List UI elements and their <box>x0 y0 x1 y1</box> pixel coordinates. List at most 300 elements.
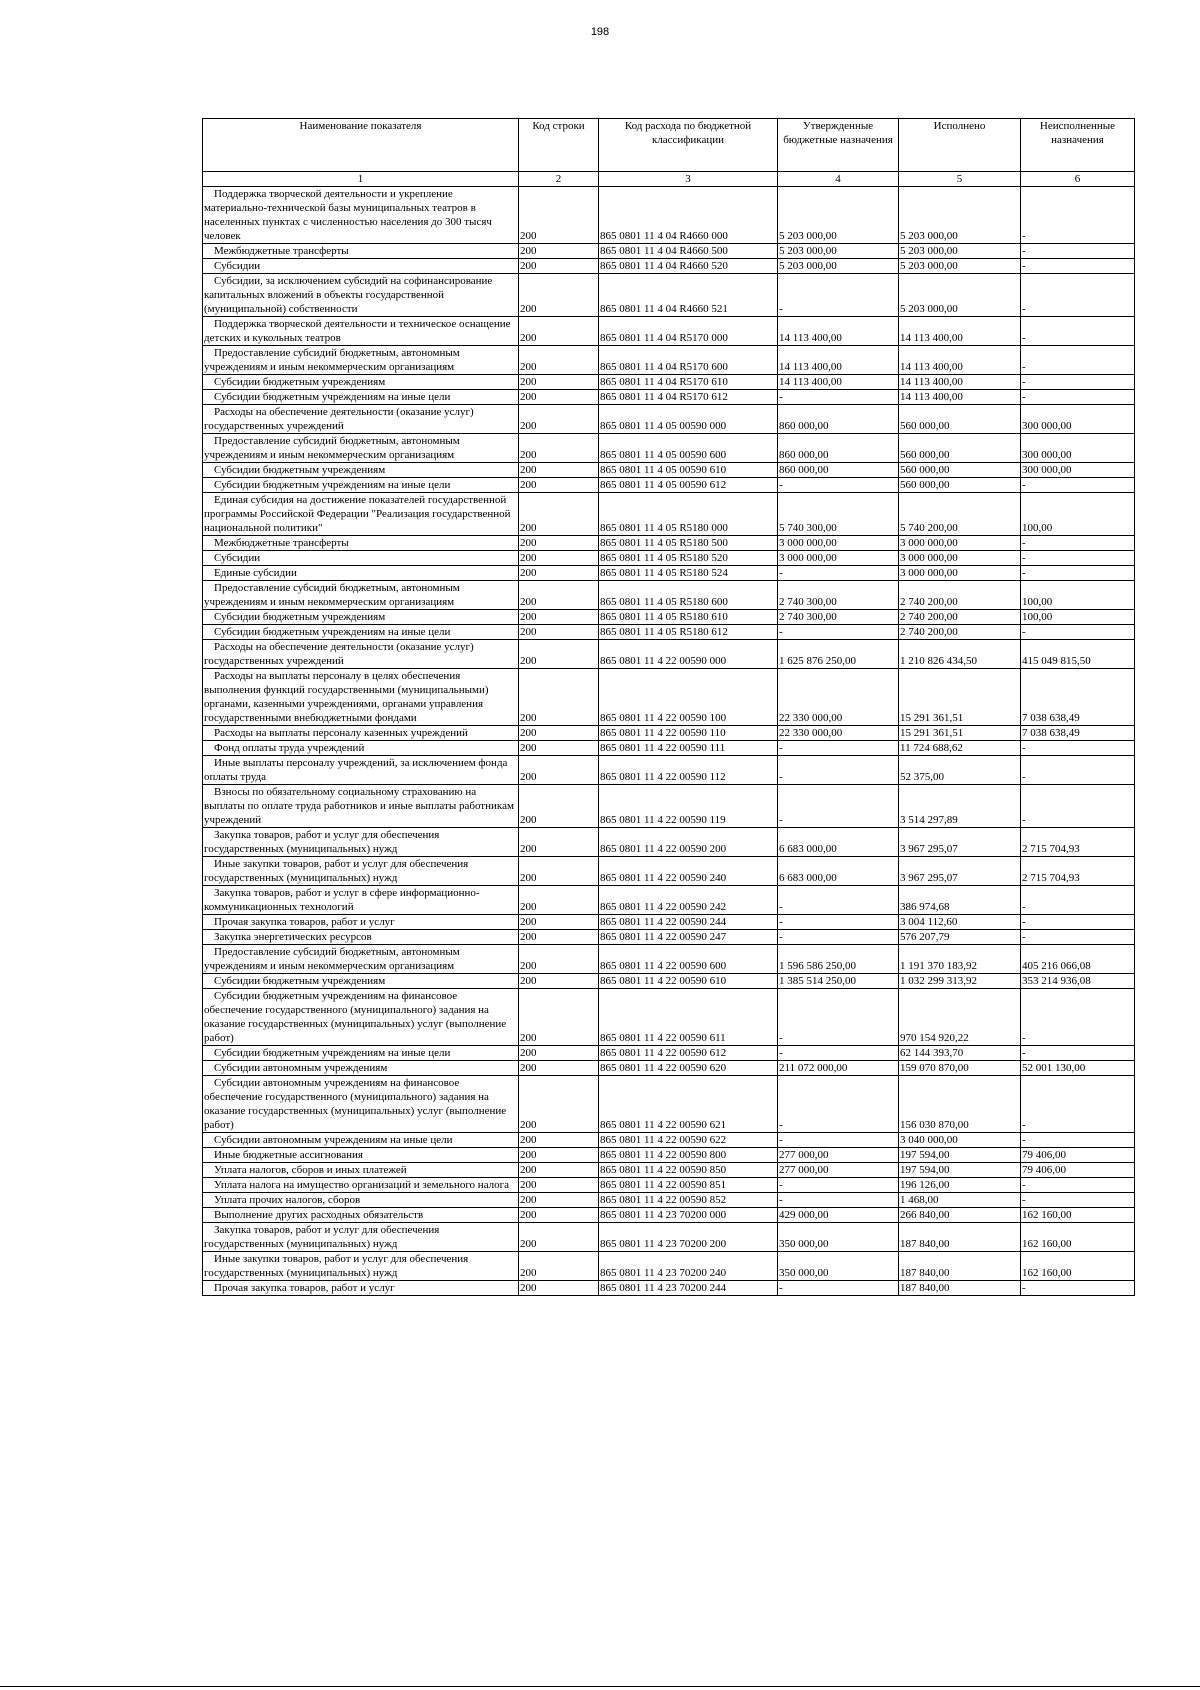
row-name-cell <box>203 989 519 1046</box>
row-line-code-cell: 200 <box>519 610 599 625</box>
row-expense-code-cell: 865 0801 11 4 22 00590 611 <box>599 989 778 1046</box>
row-expense-code-cell: 865 0801 11 4 04 R4660 520 <box>599 259 778 274</box>
row-name-text: Субсидии бюджетным учреждениям на иные цели <box>214 1047 451 1059</box>
row-name-cell <box>203 1281 519 1296</box>
row-approved-cell: 22 330 000,00 <box>778 669 899 726</box>
row-name-text: Субсидии <box>214 552 261 564</box>
row-name-cell <box>203 478 519 493</box>
row-line-code-cell: 200 <box>519 405 599 434</box>
row-approved-cell: - <box>778 989 899 1046</box>
page-bottom-rule <box>0 1686 1200 1687</box>
row-line-code-cell: 200 <box>519 551 599 566</box>
row-approved-cell: - <box>778 478 899 493</box>
row-line-code-cell: 200 <box>519 1223 599 1252</box>
row-line-code-cell: 200 <box>519 346 599 375</box>
row-executed-cell: 2 740 200,00 <box>899 610 1021 625</box>
row-executed-cell: 576 207,79 <box>899 930 1021 945</box>
row-expense-code-cell: 865 0801 11 4 22 00590 112 <box>599 756 778 785</box>
row-name-text: Иные бюджетные ассигнования <box>214 1149 363 1161</box>
header-executed: Исполнено <box>899 119 1021 172</box>
row-approved-cell: - <box>778 1046 899 1061</box>
row-name-cell <box>203 244 519 259</box>
row-approved-cell: 6 683 000,00 <box>778 857 899 886</box>
row-approved-cell: - <box>778 741 899 756</box>
table-row <box>203 640 1135 669</box>
row-unexecuted-cell: - <box>1021 915 1135 930</box>
row-line-code-cell: 200 <box>519 536 599 551</box>
row-executed-cell: 560 000,00 <box>899 463 1021 478</box>
table-row <box>203 886 1135 915</box>
row-name-text: Субсидии бюджетным учреждениям <box>214 975 386 987</box>
row-executed-cell: 3 040 000,00 <box>899 1133 1021 1148</box>
table-row <box>203 551 1135 566</box>
row-approved-cell: - <box>778 390 899 405</box>
row-name-text: Субсидии бюджетным учреждениям на финансовое обеспечение государственного (муниципального) задания на оказание государственных (муниципальных) услуг (выполнение работ) <box>204 990 507 1044</box>
row-name-cell <box>203 741 519 756</box>
row-approved-cell: 2 740 300,00 <box>778 581 899 610</box>
row-approved-cell: 429 000,00 <box>778 1208 899 1223</box>
row-unexecuted-cell: 162 160,00 <box>1021 1208 1135 1223</box>
row-executed-cell: 159 070 870,00 <box>899 1061 1021 1076</box>
row-name-text: Взносы по обязательному социальному страхованию на выплаты по оплате труда работников и иные выплаты работникам учреждений <box>204 786 514 826</box>
row-name-cell <box>203 581 519 610</box>
table-row <box>203 1163 1135 1178</box>
row-name-text: Субсидии бюджетным учреждениям <box>214 376 386 388</box>
row-executed-cell: 3 967 295,07 <box>899 828 1021 857</box>
row-approved-cell: 3 000 000,00 <box>778 536 899 551</box>
row-name-text: Субсидии, за исключением субсидий на софинансирование капитальных вложений в объекты государственной (муниципальной) собственности <box>204 275 493 315</box>
row-unexecuted-cell: 300 000,00 <box>1021 463 1135 478</box>
table-body <box>203 187 1135 1296</box>
row-name-cell <box>203 1208 519 1223</box>
row-approved-cell: - <box>778 1133 899 1148</box>
row-name-text: Расходы на обеспечение деятельности (оказание услуг) государственных учреждений <box>204 406 474 432</box>
row-name-text: Поддержка творческой деятельности и укрепление материально-технической базы муниципальных театров в населенных пунктах с численностью населения до 300 тысяч человек <box>204 188 492 242</box>
row-name-cell <box>203 915 519 930</box>
row-executed-cell: 3 000 000,00 <box>899 536 1021 551</box>
row-executed-cell: 52 375,00 <box>899 756 1021 785</box>
row-expense-code-cell: 865 0801 11 4 23 70200 240 <box>599 1252 778 1281</box>
row-name-cell <box>203 625 519 640</box>
row-name-cell <box>203 726 519 741</box>
table-row <box>203 346 1135 375</box>
row-line-code-cell: 200 <box>519 1061 599 1076</box>
row-approved-cell: 14 113 400,00 <box>778 317 899 346</box>
row-executed-cell: 197 594,00 <box>899 1163 1021 1178</box>
row-name-cell <box>203 610 519 625</box>
row-approved-cell: - <box>778 756 899 785</box>
row-unexecuted-cell: - <box>1021 187 1135 244</box>
row-name-text: Субсидии автономным учреждениям <box>214 1062 388 1074</box>
row-line-code-cell: 200 <box>519 1163 599 1178</box>
row-approved-cell: 14 113 400,00 <box>778 375 899 390</box>
table-row <box>203 405 1135 434</box>
row-line-code-cell: 200 <box>519 434 599 463</box>
row-unexecuted-cell: 7 038 638,49 <box>1021 726 1135 741</box>
row-approved-cell: - <box>778 886 899 915</box>
row-expense-code-cell: 865 0801 11 4 22 00590 240 <box>599 857 778 886</box>
column-number: 5 <box>899 172 1021 187</box>
row-executed-cell: 5 740 200,00 <box>899 493 1021 536</box>
table-row <box>203 1076 1135 1133</box>
row-line-code-cell: 200 <box>519 915 599 930</box>
row-expense-code-cell: 865 0801 11 4 22 00590 110 <box>599 726 778 741</box>
row-unexecuted-cell: - <box>1021 390 1135 405</box>
row-executed-cell: 5 203 000,00 <box>899 274 1021 317</box>
row-approved-cell: - <box>778 625 899 640</box>
row-executed-cell: 1 210 826 434,50 <box>899 640 1021 669</box>
row-expense-code-cell: 865 0801 11 4 22 00590 100 <box>599 669 778 726</box>
row-executed-cell: 1 468,00 <box>899 1193 1021 1208</box>
row-expense-code-cell: 865 0801 11 4 04 R5170 612 <box>599 390 778 405</box>
row-line-code-cell: 200 <box>519 741 599 756</box>
row-executed-cell: 5 203 000,00 <box>899 187 1021 244</box>
row-name-cell <box>203 566 519 581</box>
row-executed-cell: 5 203 000,00 <box>899 259 1021 274</box>
row-unexecuted-cell: 162 160,00 <box>1021 1252 1135 1281</box>
row-unexecuted-cell: 52 001 130,00 <box>1021 1061 1135 1076</box>
row-approved-cell: 1 625 876 250,00 <box>778 640 899 669</box>
table-row <box>203 478 1135 493</box>
row-name-text: Закупка товаров, работ и услуг для обеспечения государственных (муниципальных) нужд <box>204 829 440 855</box>
table-row <box>203 581 1135 610</box>
table-row <box>203 187 1135 244</box>
row-name-cell <box>203 1061 519 1076</box>
row-name-text: Уплата налога на имущество организаций и земельного налога <box>214 1179 510 1191</box>
row-expense-code-cell: 865 0801 11 4 22 00590 850 <box>599 1163 778 1178</box>
row-line-code-cell: 200 <box>519 1252 599 1281</box>
row-unexecuted-cell: 405 216 066,08 <box>1021 945 1135 974</box>
row-line-code-cell: 200 <box>519 375 599 390</box>
table-row <box>203 1133 1135 1148</box>
row-approved-cell: 860 000,00 <box>778 434 899 463</box>
table-row <box>203 1178 1135 1193</box>
header-unexecuted: Неисполненные назначения <box>1021 119 1135 172</box>
row-expense-code-cell: 865 0801 11 4 22 00590 600 <box>599 945 778 974</box>
table-row <box>203 669 1135 726</box>
row-executed-cell: 14 113 400,00 <box>899 346 1021 375</box>
row-line-code-cell: 200 <box>519 989 599 1046</box>
table-row <box>203 566 1135 581</box>
row-line-code-cell: 200 <box>519 945 599 974</box>
row-name-cell <box>203 259 519 274</box>
row-unexecuted-cell: - <box>1021 551 1135 566</box>
row-line-code-cell: 200 <box>519 259 599 274</box>
row-expense-code-cell: 865 0801 11 4 23 70200 000 <box>599 1208 778 1223</box>
row-expense-code-cell: 865 0801 11 4 05 00590 612 <box>599 478 778 493</box>
row-line-code-cell: 200 <box>519 756 599 785</box>
row-name-text: Поддержка творческой деятельности и техническое оснащение детских и кукольных театров <box>204 318 511 344</box>
row-unexecuted-cell: - <box>1021 346 1135 375</box>
row-name-text: Субсидии автономным учреждениям на иные цели <box>214 1134 453 1146</box>
row-name-text: Предоставление субсидий бюджетным, автономным учреждениям и иным некоммерческим организациям <box>204 946 460 972</box>
row-name-cell <box>203 886 519 915</box>
table-row <box>203 536 1135 551</box>
row-executed-cell: 2 740 200,00 <box>899 625 1021 640</box>
row-name-text: Иные закупки товаров, работ и услуг для обеспечения государственных (муниципальных) нужд <box>204 858 469 884</box>
row-line-code-cell: 200 <box>519 857 599 886</box>
row-line-code-cell: 200 <box>519 886 599 915</box>
row-name-cell <box>203 857 519 886</box>
row-line-code-cell: 200 <box>519 187 599 244</box>
row-name-text: Межбюджетные трансферты <box>214 245 349 257</box>
row-unexecuted-cell: - <box>1021 375 1135 390</box>
row-expense-code-cell: 865 0801 11 4 22 00590 620 <box>599 1061 778 1076</box>
row-executed-cell: 560 000,00 <box>899 478 1021 493</box>
row-name-text: Расходы на обеспечение деятельности (оказание услуг) государственных учреждений <box>204 641 474 667</box>
row-line-code-cell: 200 <box>519 390 599 405</box>
row-line-code-cell: 200 <box>519 828 599 857</box>
row-approved-cell: - <box>778 915 899 930</box>
table-row <box>203 756 1135 785</box>
row-name-cell <box>203 1193 519 1208</box>
row-name-cell <box>203 974 519 989</box>
table-row <box>203 1061 1135 1076</box>
row-name-cell <box>203 536 519 551</box>
row-name-text: Фонд оплаты труда учреждений <box>214 742 365 754</box>
row-line-code-cell: 200 <box>519 478 599 493</box>
header-expense-code: Код расхода по бюджетной классификации <box>599 119 778 172</box>
row-executed-cell: 3 004 112,60 <box>899 915 1021 930</box>
budget-execution-table <box>202 118 1135 1296</box>
column-number: 6 <box>1021 172 1135 187</box>
table-row <box>203 726 1135 741</box>
row-expense-code-cell: 865 0801 11 4 05 00590 610 <box>599 463 778 478</box>
row-approved-cell: - <box>778 1178 899 1193</box>
row-line-code-cell: 200 <box>519 1046 599 1061</box>
row-line-code-cell: 200 <box>519 244 599 259</box>
row-executed-cell: 15 291 361,51 <box>899 669 1021 726</box>
row-executed-cell: 14 113 400,00 <box>899 390 1021 405</box>
row-unexecuted-cell: 415 049 815,50 <box>1021 640 1135 669</box>
row-name-cell <box>203 493 519 536</box>
table-row <box>203 274 1135 317</box>
row-approved-cell: - <box>778 274 899 317</box>
row-name-cell <box>203 1133 519 1148</box>
row-name-text: Субсидии бюджетным учреждениям на иные цели <box>214 391 451 403</box>
row-executed-cell: 62 144 393,70 <box>899 1046 1021 1061</box>
table-row <box>203 390 1135 405</box>
row-approved-cell: 350 000,00 <box>778 1252 899 1281</box>
row-unexecuted-cell: 100,00 <box>1021 493 1135 536</box>
row-name-cell <box>203 1178 519 1193</box>
row-expense-code-cell: 865 0801 11 4 23 70200 244 <box>599 1281 778 1296</box>
row-unexecuted-cell: 100,00 <box>1021 610 1135 625</box>
row-executed-cell: 187 840,00 <box>899 1223 1021 1252</box>
row-expense-code-cell: 865 0801 11 4 22 00590 800 <box>599 1148 778 1163</box>
row-expense-code-cell: 865 0801 11 4 22 00590 119 <box>599 785 778 828</box>
table-row <box>203 493 1135 536</box>
row-expense-code-cell: 865 0801 11 4 22 00590 851 <box>599 1178 778 1193</box>
row-line-code-cell: 200 <box>519 581 599 610</box>
row-name-cell <box>203 434 519 463</box>
table-row <box>203 741 1135 756</box>
row-unexecuted-cell: - <box>1021 785 1135 828</box>
row-name-text: Предоставление субсидий бюджетным, автономным учреждениям и иным некоммерческим организациям <box>204 582 460 608</box>
row-unexecuted-cell: - <box>1021 244 1135 259</box>
row-expense-code-cell: 865 0801 11 4 04 R4660 521 <box>599 274 778 317</box>
header-indicator-name: Наименование показателя <box>203 119 519 172</box>
row-line-code-cell: 200 <box>519 1076 599 1133</box>
table-row <box>203 857 1135 886</box>
table-row <box>203 915 1135 930</box>
table-row <box>203 463 1135 478</box>
row-expense-code-cell: 865 0801 11 4 22 00590 247 <box>599 930 778 945</box>
row-approved-cell: 277 000,00 <box>778 1163 899 1178</box>
row-approved-cell: 350 000,00 <box>778 1223 899 1252</box>
row-expense-code-cell: 865 0801 11 4 04 R5170 610 <box>599 375 778 390</box>
row-line-code-cell: 200 <box>519 1193 599 1208</box>
row-unexecuted-cell: - <box>1021 1281 1135 1296</box>
table-row <box>203 1208 1135 1223</box>
row-name-text: Расходы на выплаты персоналу в целях обеспечения выполнения функций государственными (муниципальными) органами, казенными учреждениями, органами управления государственными внебюджетными фондами <box>204 670 489 724</box>
row-unexecuted-cell: - <box>1021 478 1135 493</box>
row-unexecuted-cell: 79 406,00 <box>1021 1148 1135 1163</box>
row-executed-cell: 1 191 370 183,92 <box>899 945 1021 974</box>
row-line-code-cell: 200 <box>519 625 599 640</box>
row-approved-cell: 5 203 000,00 <box>778 244 899 259</box>
row-expense-code-cell: 865 0801 11 4 22 00590 111 <box>599 741 778 756</box>
row-name-text: Субсидии бюджетным учреждениям <box>214 611 386 623</box>
row-executed-cell: 386 974,68 <box>899 886 1021 915</box>
row-name-text: Прочая закупка товаров, работ и услуг <box>214 1282 395 1294</box>
row-name-cell <box>203 346 519 375</box>
row-unexecuted-cell: 2 715 704,93 <box>1021 857 1135 886</box>
row-executed-cell: 1 032 299 313,92 <box>899 974 1021 989</box>
row-unexecuted-cell: - <box>1021 756 1135 785</box>
row-name-cell <box>203 1223 519 1252</box>
row-line-code-cell: 200 <box>519 640 599 669</box>
row-unexecuted-cell: 353 214 936,08 <box>1021 974 1135 989</box>
row-executed-cell: 11 724 688,62 <box>899 741 1021 756</box>
row-expense-code-cell: 865 0801 11 4 04 R5170 000 <box>599 317 778 346</box>
row-executed-cell: 3 000 000,00 <box>899 551 1021 566</box>
row-line-code-cell: 200 <box>519 785 599 828</box>
row-line-code-cell: 200 <box>519 669 599 726</box>
column-number: 2 <box>519 172 599 187</box>
table-row <box>203 1252 1135 1281</box>
table-row <box>203 1223 1135 1252</box>
row-executed-cell: 5 203 000,00 <box>899 244 1021 259</box>
row-name-cell <box>203 945 519 974</box>
row-executed-cell: 560 000,00 <box>899 405 1021 434</box>
table-row <box>203 1281 1135 1296</box>
row-unexecuted-cell: 79 406,00 <box>1021 1163 1135 1178</box>
row-unexecuted-cell: 7 038 638,49 <box>1021 669 1135 726</box>
column-number: 4 <box>778 172 899 187</box>
row-unexecuted-cell: 300 000,00 <box>1021 405 1135 434</box>
row-unexecuted-cell: 2 715 704,93 <box>1021 828 1135 857</box>
row-approved-cell: - <box>778 785 899 828</box>
row-line-code-cell: 200 <box>519 493 599 536</box>
row-executed-cell: 197 594,00 <box>899 1148 1021 1163</box>
row-name-cell <box>203 375 519 390</box>
table-row <box>203 259 1135 274</box>
row-name-text: Предоставление субсидий бюджетным, автономным учреждениям и иным некоммерческим организациям <box>204 347 460 373</box>
table-row <box>203 610 1135 625</box>
row-name-text: Предоставление субсидий бюджетным, автономным учреждениям и иным некоммерческим организациям <box>204 435 460 461</box>
row-name-text: Субсидии бюджетным учреждениям на иные цели <box>214 479 451 491</box>
table-row <box>203 625 1135 640</box>
row-name-text: Субсидии бюджетным учреждениям <box>214 464 386 476</box>
row-approved-cell: 5 203 000,00 <box>778 259 899 274</box>
row-expense-code-cell: 865 0801 11 4 22 00590 612 <box>599 1046 778 1061</box>
row-line-code-cell: 200 <box>519 1148 599 1163</box>
table-row <box>203 1148 1135 1163</box>
row-expense-code-cell: 865 0801 11 4 05 R5180 000 <box>599 493 778 536</box>
row-expense-code-cell: 865 0801 11 4 22 00590 610 <box>599 974 778 989</box>
header-line-code: Код строки <box>519 119 599 172</box>
row-line-code-cell: 200 <box>519 463 599 478</box>
row-approved-cell: 860 000,00 <box>778 405 899 434</box>
row-line-code-cell: 200 <box>519 1208 599 1223</box>
row-expense-code-cell: 865 0801 11 4 22 00590 242 <box>599 886 778 915</box>
row-executed-cell: 560 000,00 <box>899 434 1021 463</box>
row-name-cell <box>203 1252 519 1281</box>
row-name-cell <box>203 1046 519 1061</box>
row-expense-code-cell: 865 0801 11 4 04 R5170 600 <box>599 346 778 375</box>
row-expense-code-cell: 865 0801 11 4 05 R5180 524 <box>599 566 778 581</box>
row-approved-cell: 5 740 300,00 <box>778 493 899 536</box>
row-executed-cell: 15 291 361,51 <box>899 726 1021 741</box>
row-expense-code-cell: 865 0801 11 4 05 R5180 500 <box>599 536 778 551</box>
row-unexecuted-cell: - <box>1021 566 1135 581</box>
table-row <box>203 828 1135 857</box>
row-expense-code-cell: 865 0801 11 4 04 R4660 500 <box>599 244 778 259</box>
row-name-text: Субсидии автономным учреждениям на финансовое обеспечение государственного (муниципального) задания на оказание государственных (муниципальных) услуг (выполнение работ) <box>204 1077 507 1131</box>
row-executed-cell: 2 740 200,00 <box>899 581 1021 610</box>
row-approved-cell: - <box>778 566 899 581</box>
row-name-cell <box>203 828 519 857</box>
row-expense-code-cell: 865 0801 11 4 22 00590 622 <box>599 1133 778 1148</box>
row-name-cell <box>203 187 519 244</box>
row-expense-code-cell: 865 0801 11 4 22 00590 621 <box>599 1076 778 1133</box>
row-unexecuted-cell: - <box>1021 989 1135 1046</box>
row-approved-cell: 14 113 400,00 <box>778 346 899 375</box>
row-name-text: Иные закупки товаров, работ и услуг для обеспечения государственных (муниципальных) нужд <box>204 1253 469 1279</box>
column-number: 1 <box>203 172 519 187</box>
row-name-text: Закупка товаров, работ и услуг для обеспечения государственных (муниципальных) нужд <box>204 1224 440 1250</box>
row-approved-cell: 211 072 000,00 <box>778 1061 899 1076</box>
row-name-text: Прочая закупка товаров, работ и услуг <box>214 916 395 928</box>
row-executed-cell: 156 030 870,00 <box>899 1076 1021 1133</box>
table-row <box>203 375 1135 390</box>
column-number: 3 <box>599 172 778 187</box>
row-name-cell <box>203 669 519 726</box>
table-row <box>203 989 1135 1046</box>
row-unexecuted-cell: - <box>1021 1193 1135 1208</box>
row-executed-cell: 970 154 920,22 <box>899 989 1021 1046</box>
row-line-code-cell: 200 <box>519 930 599 945</box>
row-executed-cell: 3 514 297,89 <box>899 785 1021 828</box>
row-name-cell <box>203 463 519 478</box>
row-approved-cell: - <box>778 1193 899 1208</box>
table-row <box>203 317 1135 346</box>
row-line-code-cell: 200 <box>519 274 599 317</box>
row-line-code-cell: 200 <box>519 317 599 346</box>
row-expense-code-cell: 865 0801 11 4 05 00590 000 <box>599 405 778 434</box>
row-name-cell <box>203 640 519 669</box>
row-name-text: Единая субсидия на достижение показателей государственной программы Российской Федерации "Реализация государственной национальной политики" <box>204 494 511 534</box>
row-unexecuted-cell: - <box>1021 625 1135 640</box>
row-approved-cell: - <box>778 1076 899 1133</box>
row-expense-code-cell: 865 0801 11 4 05 R5180 610 <box>599 610 778 625</box>
row-unexecuted-cell: - <box>1021 259 1135 274</box>
row-expense-code-cell: 865 0801 11 4 05 R5180 520 <box>599 551 778 566</box>
row-approved-cell: - <box>778 1281 899 1296</box>
row-unexecuted-cell: - <box>1021 536 1135 551</box>
row-expense-code-cell: 865 0801 11 4 05 00590 600 <box>599 434 778 463</box>
